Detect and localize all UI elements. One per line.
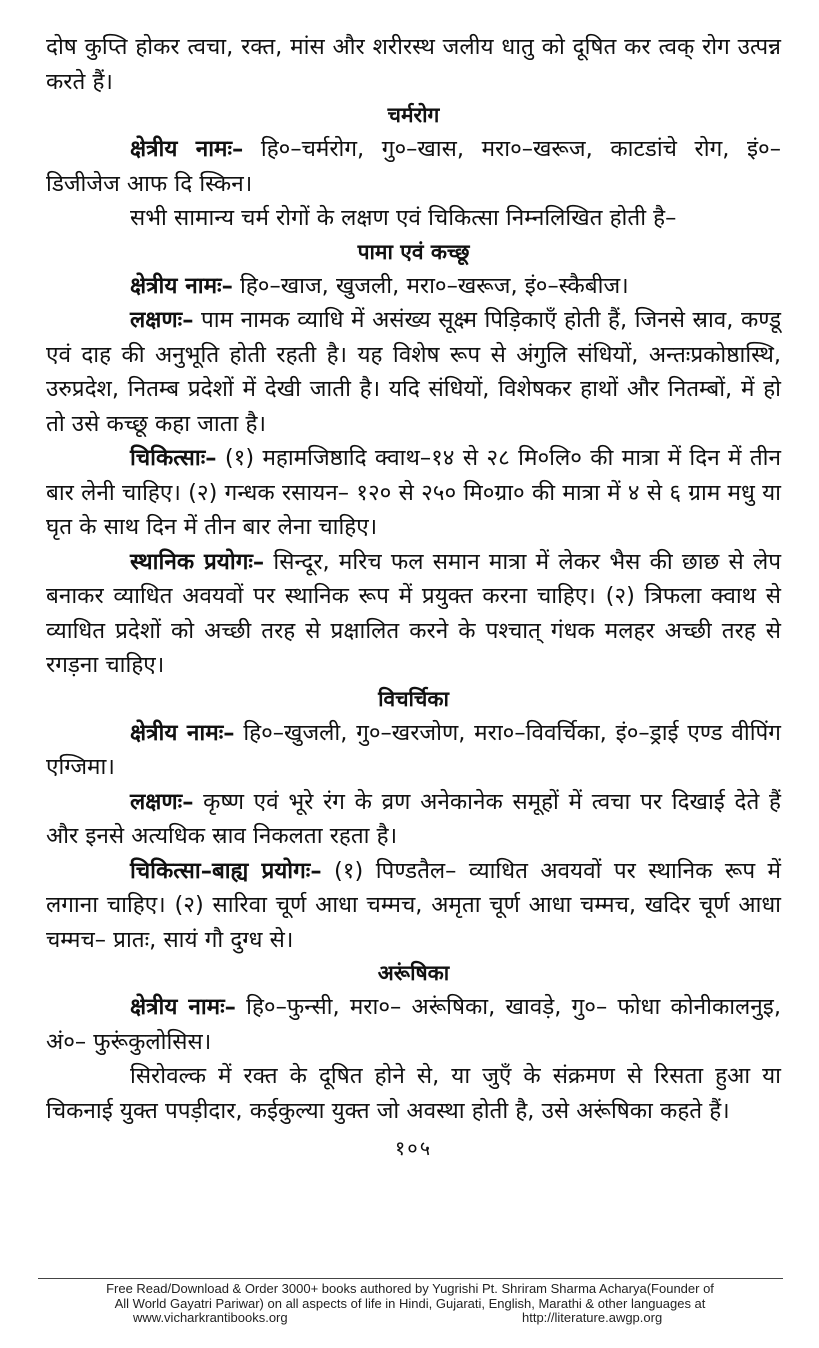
paragraph-general: सभी सामान्य चर्म रोगों के लक्षण एवं चिकित्सा निम्नलिखित होती है– (130, 205, 677, 231)
term-label: स्थानिक प्रयोगः– (130, 548, 265, 575)
paragraph-regional-names-2 (46, 269, 781, 304)
footer-divider (38, 1278, 783, 1279)
term-text: हि०–खुजली, गु०–खरजोण, मरा०–विवर्चिका, इं०–ड्राई एण्ड वीपिंग एग्जिमा। (46, 719, 781, 780)
term-label: लक्षणः– (130, 788, 194, 815)
term-text: (१) पिण्डतैल– व्याधित अवयवों पर स्थानिक रूप में लगाना चाहिए। (२) सारिवा चूर्ण आधा चम्मच, अमृता चूर्ण आधा चम्मच, खदिर चूर्ण आधा चम्मच– प्रातः, सायं गौ दुग्ध से। (46, 857, 781, 953)
paragraph-regional-names-3 (46, 716, 781, 785)
term-text: हि०–फुन्सी, मरा०– अरूंषिका, खावड़े, गु०– फोधा कोनीकालनुइ, अं०– फुरूंकुलोसिस। (46, 994, 781, 1055)
paragraph-treatment-2 (46, 854, 781, 958)
paragraph-regional-names-4 (46, 990, 781, 1059)
term-text: सिन्दूर, मरिच फल समान मात्रा में लेकर भैस की छाछ से लेप बनाकर व्याधित अवयवों पर स्थानिक रूप में प्रयुक्त करना चाहिए। (२) त्रिफला क्वाथ से व्याधित प्रदेशों को अच्छी तरह से प्रक्षालित करने के पश्चात् गंधक मलहर अच्छी तरह से रगड़ना चाहिए। (46, 548, 781, 678)
term-text: हि०–खाज, खुजली, मरा०–खरूज, इं०–स्कैबीज। (232, 272, 629, 299)
term-label: लक्षणः– (130, 307, 194, 333)
document-body (46, 30, 781, 1161)
footer-line-1: Free Read/Download & Order 3000+ books authored by Yugrishi Pt. Shriram Sharma Acharya(Founder of (106, 1281, 714, 1296)
term-text: पाम नामक व्याधि में असंख्य सूक्ष्म पिड़िकाएँ होती हैं, जिनसे स्राव, कण्डू एवं दाह की अनुभूति होती रहती है। यह विशेष रूप से अंगुलि संधियों, अन्तःप्रकोष्ठास्थि, उरुप्रदेश, नितम्ब प्रदेशों में देखी जाती है। यदि संधियों, विशेषकर हाथों और नितम्बों, में हो तो उसे कच्छू कहा जाता है। (46, 307, 781, 437)
heading-arunshika: अरूंषिका (377, 961, 450, 985)
footer (40, 1282, 780, 1326)
paragraph-treatment-1 (46, 441, 781, 545)
footer-links (40, 1311, 780, 1326)
paragraph-local-use (46, 545, 781, 683)
paragraph-arunshika-desc: सिरोवल्क में रक्त के दूषित होने से, या जुएँ के संक्रमण से रिसता हुआ या चिकनाई युक्त पपड़ीदार, कईकुल्या युक्त जो अवस्था होती है, उसे अरूंषिका कहते हैं। (46, 1063, 781, 1124)
footer-link-literature[interactable]: http://literature.awgp.org (522, 1310, 663, 1325)
term-label: क्षेत्रीय नामः– (130, 994, 236, 1020)
paragraph-intro: दोष कुप्ति होकर त्वचा, रक्त, मांस और शरीरस्थ जलीय धातु को दूषित कर त्वक् रोग उत्पन्न करते हैं। (46, 34, 781, 95)
page-number: १०५ (394, 1136, 433, 1160)
term-label: क्षेत्रीय नामः– (130, 272, 233, 299)
term-label: चिकित्सा–बाह्य प्रयोगः– (130, 857, 322, 884)
term-label: क्षेत्रीय नामः– (130, 136, 244, 162)
term-label: क्षेत्रीय नामः– (130, 719, 235, 746)
paragraph-symptoms-1 (46, 303, 781, 441)
term-text: (१) महामजिष्ठादि क्वाथ–१४ से २८ मि०लि० की मात्रा में दिन में तीन बार लेनी चाहिए। (२) गन्धक रसायन– १२० से २५० मि०ग्रा० की मात्रा में ४ से ६ ग्राम मधु या घृत के साथ दिन में तीन बार लेना चाहिए। (46, 445, 781, 540)
term-label: चिकित्साः– (130, 445, 217, 471)
footer-link-vicharkranti[interactable]: www.vicharkrantibooks.org (133, 1310, 288, 1325)
heading-charmrog: चर्मरोग (387, 103, 440, 127)
paragraph-regional-names-1 (46, 132, 781, 201)
term-text: कृष्ण एवं भूरे रंग के व्रण अनेकानेक समूहों में त्वचा पर दिखाई देते हैं और इनसे अत्यधिक स्राव निकलता रहता है। (46, 788, 781, 849)
heading-vicharchika: विचर्चिका (378, 686, 449, 711)
footer-line-2: All World Gayatri Pariwar) on all aspects of life in Hindi, Gujarati, English, Marathi & other languages at (114, 1295, 706, 1311)
paragraph-symptoms-2 (46, 785, 781, 854)
heading-pama: पामा एवं कच्छू (357, 239, 470, 264)
term-text: हि०–चर्मरोग, गु०–खास, मरा०–खरूज, काटडांचे रोग, इं०–डिजीजेज आफ दि स्किन। (46, 136, 781, 197)
